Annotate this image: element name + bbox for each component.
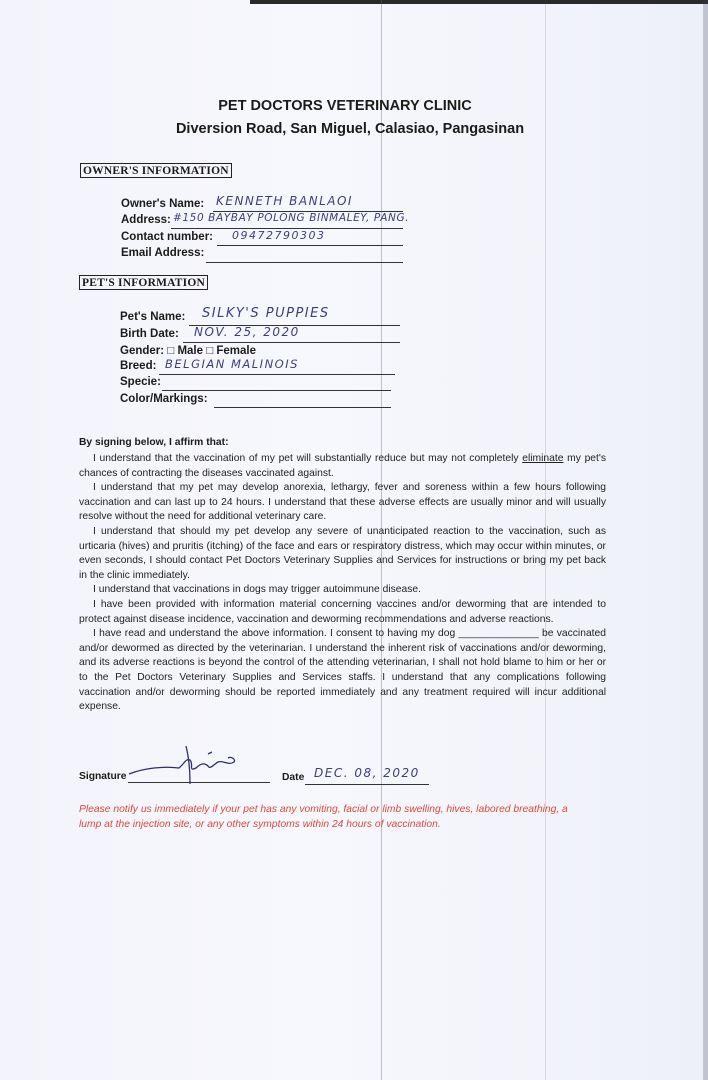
- date-line: [305, 784, 429, 785]
- contact-number-line: [217, 245, 403, 246]
- specie-line: [162, 390, 391, 391]
- post-vaccination-notice: Please notify us immediately if your pet has any vomiting, facial or limb swelling, hives, labored breathing, a lump at the injection site, or any other symptoms within 24 hours of vaccination.: [79, 804, 568, 830]
- breed-label: Breed:: [120, 360, 157, 372]
- color-markings-line: [214, 407, 391, 408]
- birth-date-value: NOV. 25, 2020: [194, 325, 300, 339]
- contact-number-label: Contact number:: [121, 231, 213, 243]
- owner-name-value: KENNETH BANLAOI: [216, 194, 353, 208]
- contact-number-value: 09472790303: [232, 229, 326, 242]
- specie-label: Specie:: [120, 376, 161, 388]
- date-value: DEC. 08, 2020: [314, 766, 420, 780]
- affirmation-paragraph-1: I understand that the vaccination of my pet will substantially reduce but may not completely eliminate my pet's chances of contracting the diseases vaccinated against.: [79, 453, 606, 479]
- affirmation-paragraph-2: I understand that my pet may develop anorexia, lethargy, fever and soreness within a few hours following vaccination and can last up to 24 hours. I understand that these adverse effects are usually minor and will usually resolve without the need for additional veterinary care.: [79, 482, 606, 523]
- female-checkbox[interactable]: □: [206, 345, 214, 357]
- female-option-label: Female: [216, 345, 257, 357]
- color-markings-label: Color/Markings:: [120, 393, 208, 405]
- owner-section-title: OWNER'S INFORMATION: [80, 163, 232, 178]
- email-address-label: Email Address:: [121, 247, 205, 259]
- clinic-name: PET DOCTORS VETERINARY CLINIC: [218, 98, 472, 114]
- male-option-label: Male: [177, 345, 204, 357]
- gender-row: [120, 345, 256, 357]
- page-edge-shadow: [703, 0, 708, 1080]
- gender-label: Gender:: [120, 345, 165, 357]
- breed-line: [159, 374, 395, 375]
- owner-address-label: Address:: [121, 214, 171, 226]
- handwritten-signature: [124, 744, 254, 790]
- male-checkbox[interactable]: □: [167, 345, 175, 357]
- affirmation-paragraph-5: I have been provided with information material concerning vaccines and/or deworming that are intended to protect against disease incidence, vaccination and deworming recommendations and adverse reactions.: [79, 598, 606, 625]
- affirmation-paragraph-4: I understand that vaccinations in dogs may trigger autoimmune disease.: [93, 584, 421, 596]
- owner-address-value: #150 BAYBAY POLONG BINMALEY, PANG.: [173, 212, 410, 224]
- affirmation-paragraph-6: I have read and understand the above information. I consent to having my dog ______________ be vaccinated and/or dewormed as directed by the veterinarian. I understand the inherent risk of vaccinations and/or deworming, and its adverse reactions is beyond the control of the attending veterinarian, I shall not hold blame to him or her or to the Pet Doctors Veterinary Supplies and Services staffs. I understand that any complications following vaccination and/or deworming should be reported immediately and any treatment required will incur additional expense.: [79, 628, 606, 713]
- clinic-address: Diversion Road, San Miguel, Calasiao, Pangasinan: [175, 121, 525, 137]
- owner-name-label: Owner's Name:: [121, 198, 205, 210]
- breed-value: BELGIAN MALINOIS: [165, 357, 299, 371]
- top-edge-line: [250, 0, 708, 4]
- pet-name-value: SILKY'S PUPPIES: [202, 306, 330, 321]
- affirmation-paragraph-3: I understand that should my pet develop any severe of unanticipated reaction to the vaccination, such as urticaria (hives) and pruritis (itching) of the face and ears or respiratory distress, which may occur within minutes, or even seconds, I should contact Pet Doctors Veterinary Supplies and Services for instructions or bring my pet back in the clinic immediately.: [79, 525, 606, 581]
- birth-date-label: Birth Date:: [120, 328, 179, 340]
- affirmation-body: [79, 452, 606, 715]
- date-label: Date: [282, 772, 305, 783]
- pet-name-label: Pet's Name:: [120, 311, 186, 323]
- birth-date-line: [183, 342, 400, 343]
- affirmation-heading: By signing below, I affirm that:: [79, 437, 229, 448]
- signature-label: Signature: [79, 771, 127, 782]
- email-address-line: [206, 262, 403, 263]
- pet-section-title: PET'S INFORMATION: [79, 275, 208, 290]
